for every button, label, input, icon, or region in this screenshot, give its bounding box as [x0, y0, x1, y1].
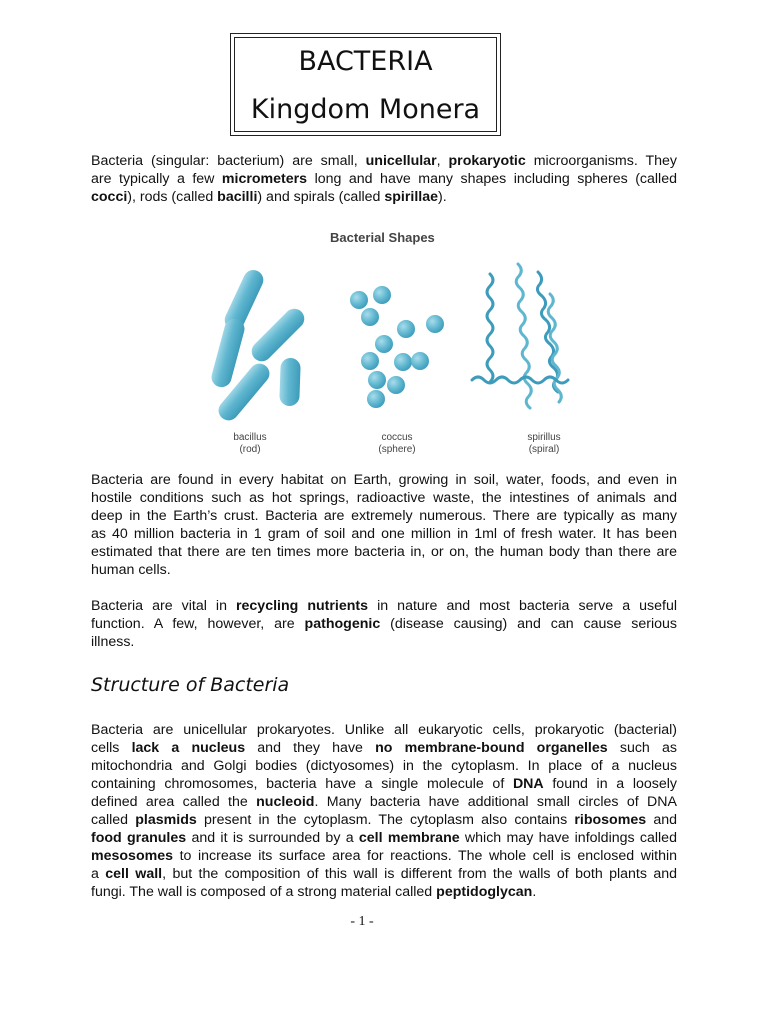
bacillus-rods	[209, 267, 308, 425]
habitat-line-2: hostile conditions such as hot springs, radioactive waste, the intestines of animals and	[91, 490, 677, 506]
structure-line-4: containing chromosomes, bacteria have a single molecule of DNA found in a loosely	[91, 776, 677, 792]
vital-paragraph	[91, 597, 677, 651]
intro-line-2: are typically a few micrometers long and have many shapes including spheres (called	[91, 171, 677, 187]
habitat-line-6: human cells.	[91, 562, 171, 578]
bacillus-label: bacillus (rod)	[233, 432, 267, 455]
structure-line-8: mesosomes to increase its surface area for reactions. The whole cell is enclosed within	[91, 848, 677, 864]
habitat-line-5: estimated that there are ten times more bacteria in, or on, the human body than there are	[91, 544, 677, 560]
intro-paragraph	[91, 152, 677, 206]
structure-line-5: defined area called the nucleoid. Many bacteria have additional small circles of DNA	[91, 794, 677, 810]
structure-heading: Structure of Bacteria	[91, 674, 290, 696]
structure-line-2: cells lack a nucleus and they have no membrane-bound organelles such as	[91, 740, 678, 756]
intro-line-1: Bacteria (singular: bacterium) are small, unicellular, prokaryotic microorganisms. They	[91, 153, 677, 169]
structure-paragraph	[91, 721, 677, 901]
structure-line-9: a cell wall, but the composition of this wall is different from the walls of both plants and	[91, 866, 677, 882]
habitat-line-4: as 40 million bacteria in 1 gram of soil and one million in 1ml of fresh water. It has been	[91, 526, 677, 542]
bacteria-illustration	[200, 254, 570, 454]
spirillus-label: spirillus (spiral)	[527, 432, 561, 455]
coccus-spheres	[350, 286, 444, 408]
rod-5	[279, 358, 301, 407]
habitat-line-3: deep in the Earth’s crust. Bacteria are extremely numerous. There are typically as many	[91, 508, 677, 524]
coccus-label: coccus (sphere)	[378, 432, 416, 455]
habitat-line-1: Bacteria are found in every habitat on Earth, growing in soil, water, foods, and even in	[91, 472, 677, 488]
vital-line-1: Bacteria are vital in recycling nutrients in nature and most bacteria serve a useful	[91, 598, 677, 614]
intro-line-3: cocci), rods (called bacilli) and spirals (called spirillae).	[91, 189, 447, 205]
vital-line-3: illness.	[91, 634, 135, 650]
structure-line-6: called plasmids present in the cytoplasm. The cytoplasm also contains ribosomes and	[91, 812, 677, 828]
structure-line-3: mitochondria and Golgi bodies (dictyosomes) in the cytoplasm. In place of a nucleus	[91, 758, 677, 774]
structure-line-7: food granules and it is surrounded by a cell membrane which may have infoldings called	[91, 830, 677, 846]
vital-line-2: function. A few, however, are pathogenic (disease causing) and can cause serious	[91, 616, 677, 632]
rod-2	[209, 317, 246, 390]
spirillus-spirals	[472, 264, 568, 408]
bacterial-shapes-figure	[200, 226, 570, 458]
title-line-2: Kingdom Monera	[250, 94, 481, 125]
title-line-1: BACTERIA	[298, 46, 433, 77]
page-number: - 1 -	[350, 914, 374, 929]
structure-line-1: Bacteria are unicellular prokaryotes. Unlike all eukaryotic cells, prokaryotic (bacterial)	[91, 722, 677, 738]
title-box	[230, 33, 501, 136]
habitat-paragraph	[91, 471, 677, 579]
rod-3	[248, 305, 309, 366]
structure-line-10: fungi. The wall is composed of a strong material called peptidoglycan.	[91, 884, 537, 900]
figure-title: Bacterial Shapes	[330, 230, 435, 245]
